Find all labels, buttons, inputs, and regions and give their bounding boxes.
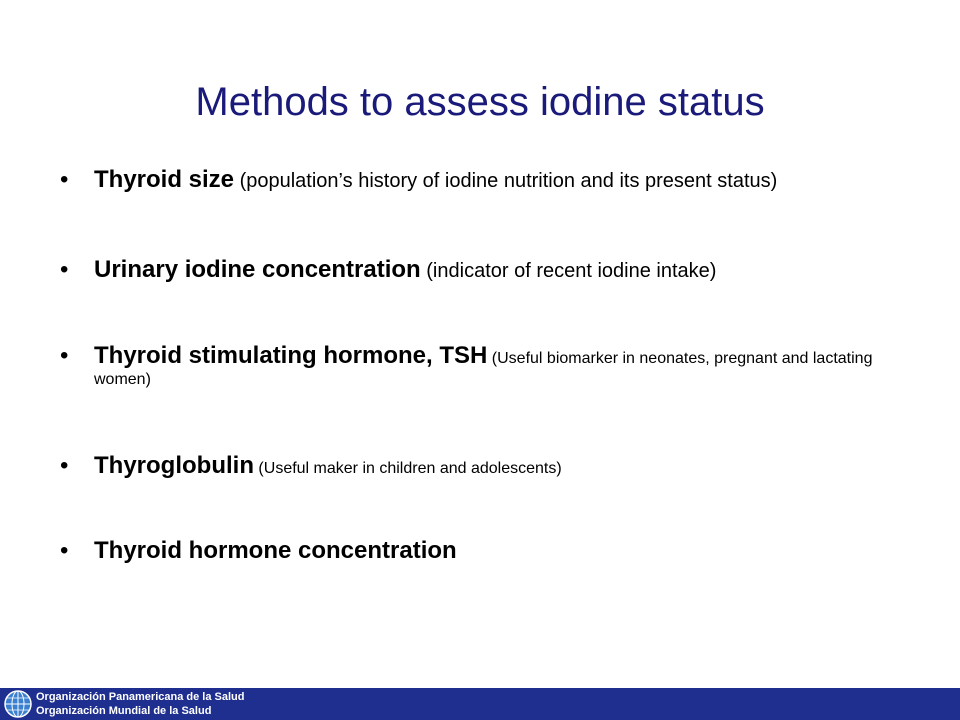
bullet-dot: • <box>60 342 69 369</box>
bullet-dot: • <box>60 537 69 564</box>
globe-emblem-icon <box>3 689 33 719</box>
bullet-dot: • <box>60 452 69 479</box>
bullet-note-text: (Useful biomarker in neonates, pregnant and lactating women) <box>94 350 873 388</box>
bullet-dot: • <box>60 256 69 283</box>
bullet-main-text: Thyroid stimulating hormone, TSH <box>94 342 488 369</box>
footer-bar <box>0 688 960 720</box>
bullet-text <box>94 537 914 566</box>
bullet-main-text: Thyroid hormone concentration <box>94 537 457 564</box>
bullet-main-text: Urinary iodine concentration <box>94 256 421 283</box>
bullet-text <box>94 342 914 390</box>
bullet-note-text: (population’s history of iodine nutrition and its present status) <box>234 170 778 192</box>
bullet-dot: • <box>60 166 69 193</box>
bullet-text <box>94 452 914 480</box>
bullet-main-text: Thyroid size <box>94 166 235 193</box>
bullet-text <box>94 166 914 195</box>
bullet-note-text: (indicator of recent iodine intake) <box>420 260 717 282</box>
footer-text <box>36 690 244 718</box>
footer-org-line2: Organización Mundial de la Salud <box>36 705 212 717</box>
slide-title: Methods to assess iodine status <box>195 80 765 124</box>
bullet-main-text: Thyroglobulin <box>94 452 254 479</box>
bullet-note-text: (Useful maker in children and adolescents) <box>253 460 562 477</box>
bullet-text <box>94 256 914 285</box>
footer-org-line1: Organización Panamericana de la Salud <box>36 691 245 703</box>
